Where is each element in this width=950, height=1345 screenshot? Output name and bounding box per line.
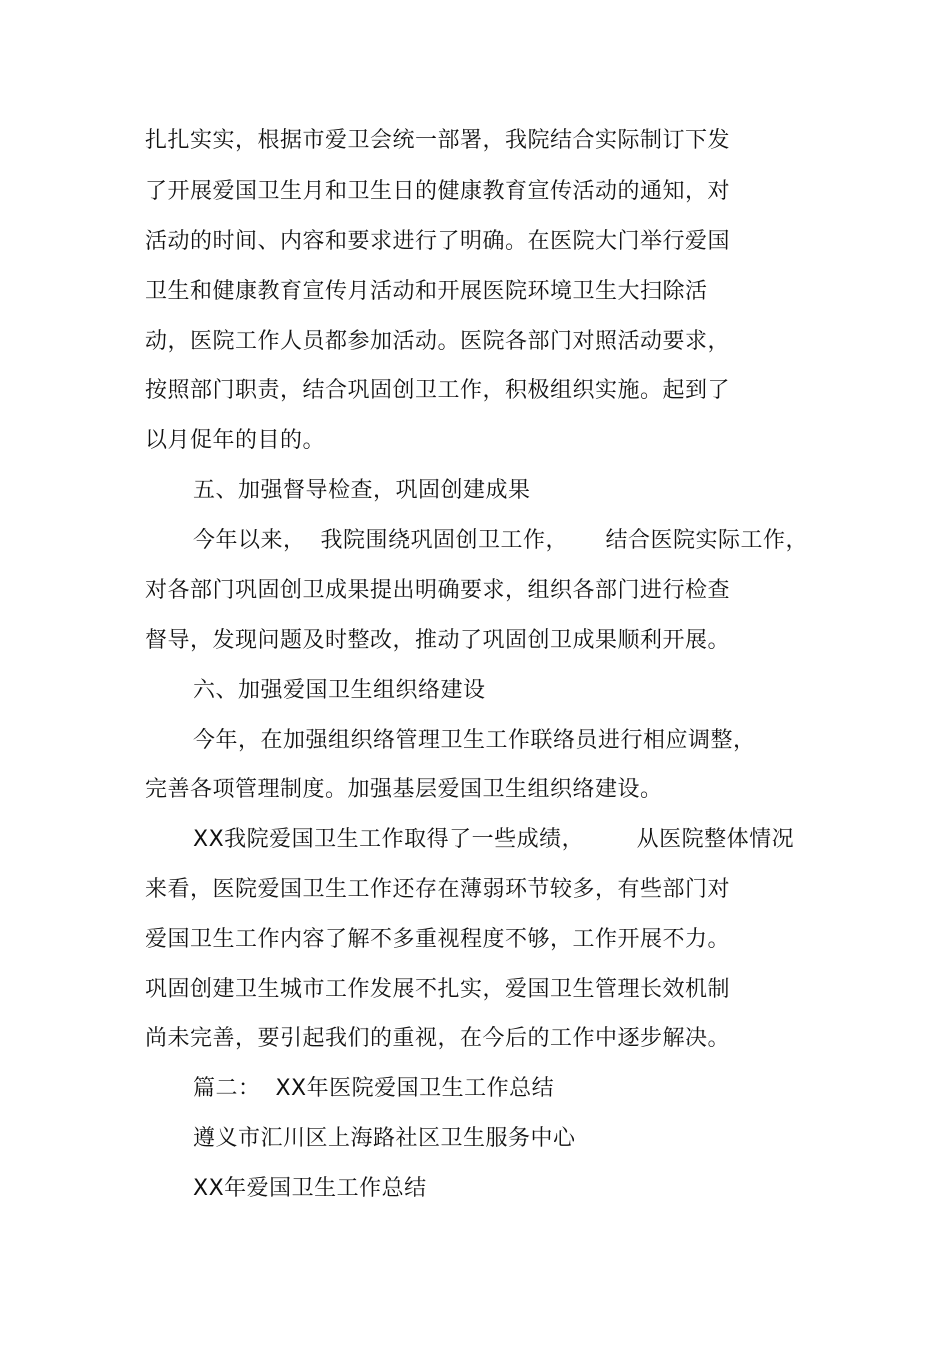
- body-text-line: 按照部门职责，结合巩固创卫工作，积极组织实施。起到了: [145, 378, 731, 403]
- body-text-line: 活动的时间、内容和要求进行了明确。在医院大门举行爱国: [145, 229, 731, 254]
- section-heading: 五、加强督导检查，巩固创建成果: [193, 478, 531, 503]
- body-text-line: 了开展爱国卫生月和卫生日的健康教育宣传活动的通知，对: [145, 179, 731, 204]
- article-title: 篇二： XX年医院爱国卫生工作总结: [193, 1076, 555, 1101]
- body-text-line: XX我院爱国卫生工作取得了一些成绩， 从医院整体情况: [193, 827, 795, 852]
- body-text-line: 对各部门巩固创卫成果提出明确要求，组织各部门进行检查: [145, 578, 731, 603]
- body-text-line: 卫生和健康教育宣传月活动和开展医院环境卫生大扫除活: [145, 279, 708, 304]
- section-heading: 六、加强爱国卫生组织络建设: [193, 678, 486, 703]
- body-text-line: 完善各项管理制度。加强基层爱国卫生组织络建设。: [145, 777, 663, 802]
- body-text-line: 以月促年的目的。: [145, 428, 326, 453]
- body-text-line: 督导，发现问题及时整改，推动了巩固创卫成果顺利开展。: [145, 628, 731, 653]
- organization-name: 遵义市汇川区上海路社区卫生服务中心: [193, 1126, 576, 1151]
- body-text-line: 来看，医院爱国卫生工作还存在薄弱环节较多，有些部门对: [145, 877, 731, 902]
- body-text-line: 扎扎实实，根据市爱卫会统一部署，我院结合实际制订下发: [145, 128, 731, 153]
- body-text-line: 今年以来， 我院围绕巩固创卫工作， 结合医院实际工作，: [193, 528, 808, 553]
- body-text-line: 巩固创建卫生城市工作发展不扎实，爱国卫生管理长效机制: [145, 977, 731, 1002]
- body-text-line: 今年，在加强组织络管理卫生工作联络员进行相应调整，: [193, 728, 756, 753]
- body-text-line: 爱国卫生工作内容了解不多重视程度不够，工作开展不力。: [145, 927, 731, 952]
- summary-title: XX年爱国卫生工作总结: [193, 1176, 427, 1201]
- body-text-line: 动，医院工作人员都参加活动。医院各部门对照活动要求，: [145, 329, 731, 354]
- body-text-line: 尚未完善，要引起我们的重视，在今后的工作中逐步解决。: [145, 1026, 731, 1051]
